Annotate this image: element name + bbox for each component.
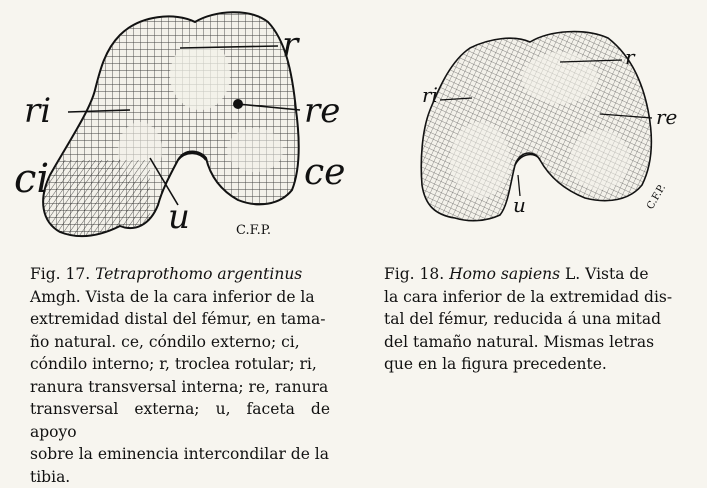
label-re: re [656,105,677,129]
label-r: r [625,45,636,69]
label-re: re [304,91,340,131]
caption-line: que en la figura precedente. [384,353,696,376]
artist-signature: C.F.P. [236,223,271,238]
caption-first-line [30,263,330,286]
caption-line: Amgh. Vista de la cara inferior de la [30,286,330,309]
caption-line: transversal externa; u, faceta de apoyo [30,398,330,443]
figure-17-illustration [0,0,355,255]
figure-17-caption [30,263,330,488]
caption-author: L. Vista de [565,265,648,283]
label-u: u [168,197,190,237]
figure-18-illustration [360,0,707,255]
caption-line: cóndilo interno; r, troclea rotular; ri, [30,353,330,376]
figure-18-caption [384,263,696,376]
label-ri: ri [422,83,438,107]
artist-signature: C.F.P. [645,183,668,212]
species-name: Tetraprothomo argentinus [95,265,302,283]
caption-line: del tamaño natural. Mismas letras [384,331,696,354]
figure-number: Fig. 18. [384,265,444,283]
species-name: Homo sapiens [449,265,560,283]
caption-line: ranura transversal interna; re, ranura [30,376,330,399]
label-u: u [513,193,526,217]
caption-line: sobre la eminencia intercondilar de la [30,443,330,466]
label-ri: ri [24,91,51,131]
label-ce: ce [304,152,345,193]
caption-first-line [384,263,696,286]
label-ci: ci [14,156,49,202]
label-r: r [282,25,300,65]
caption-line: la cara inferior de la extremidad dis- [384,286,696,309]
caption-line: ño natural. ce, cóndilo externo; ci, [30,331,330,354]
caption-line: tal del fémur, reducida á una mitad [384,308,696,331]
femur-tetraprothomo-drawing [0,0,355,255]
caption-line: tibia. [30,466,330,488]
femur-homo-sapiens-drawing [360,0,707,255]
caption-line: extremidad distal del fémur, en tama- [30,308,330,331]
figure-number: Fig. 17. [30,265,90,283]
